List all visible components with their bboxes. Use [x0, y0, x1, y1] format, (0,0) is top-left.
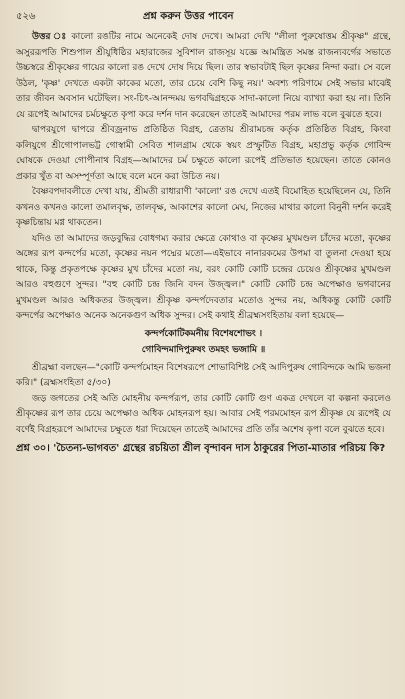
paragraph-6: জড় জগতের সেই অতি মোহনীয় কন্দর্পরূপ, তার কোটি কোটি গুণ একত্র দেখলে বা কল্পনা করলেও শ্রীকৃষ্ণের রূপ তার চেয়ে অপেক্ষাও অধিক মোহনরূপ হয়। আবার সেই পরমমোহন রূপ শ্রীকৃষ্ণ যে রূপেই যে বর্ণেই বিগ্রহরূপে আমাদের চক্ষুতে ধরা দিয়েছেন তাতেই আমাদের প্রতি তাঁর অশেষ কৃপা বলে বুঝতে হবে। [16, 393, 391, 435]
paragraph-3: বৈষ্ণবপদাবলীতে দেখা যায়, শ্রীমতী রাধারাণী 'কালো' রঙ দেখে এতই বিমোহিত হয়েছিলেন যে, তিনি কখনও কখনও কালো তমালবৃক্ষ, তালবৃক্ষ, আকাশের কালো মেঘ, নিজের মাথার কালো বিনুনী দর্শন করেই কৃষ্ণচিন্তায় মগ্ন থাকতেন। [16, 187, 391, 228]
paragraph-5: শ্রীব্রহ্মা বলছেন—"কোটি কন্দর্পমোহন বিশেষরূপে শোভাবিশিষ্ট সেই আদিপুরুষ গোবিন্দকে আমি ভজনা করি।" (ব্রহ্মসংহিতা ৫/৩০) [16, 362, 392, 388]
next-question: প্রশ্ন ৩০। 'চৈতন্য-ভাগবত' গ্রন্থের রচয়িতা শ্রীল বৃন্দাবন দাস ঠাকুরের পিতা-মাতার পরিচয় কি? [16, 443, 386, 454]
page-header [16, 10, 391, 24]
verse-line-1: কন্দর্পকোটিকমনীয় বিশেষশোভং । [144, 328, 263, 339]
page-number: ৫২৬ [16, 11, 36, 22]
paragraph-1-text: কালো রঙটির নামে অনেকেই দোষ দেখে। আমরা দেখি "লীলা পুরুষোত্তম শ্রীকৃষ্ণ" গ্রন্থে, অসুররূপতি শিশুপাল শ্রীযুধিষ্ঠির মহারাজের সুবিশাল রাজসূয় যজ্ঞে আমন্ত্রিত সমস্ত রাজন্যবর্গের সভাতে উচ্চস্বরে শ্রীকৃষ্ণের গায়ের কালো রঙ দেখে দোষ দিয়ে ছিল। তার স্বভাবটাই ছিল কৃষ্ণের নিন্দা করা। সে বলে উঠল, 'কৃষ্ণ' দেখতে একটা কাকের মতো, তার চেয়ে বেশি কিছু নয়।' অবশ্য পরিণামে সেই সভার মাঝেই তার জীবন অবসান ঘটেছিল। সং-চিৎ-আনন্দময় ভগবদ্বিগ্রহকে সাদা-কালো নিয়ে ব্যাখ্যা করা হয় না। তিনি যে রূপেই আমাদের চর্মচক্ষুতে কৃপা করে দর্শন দান করেছেন তাতেই আমাদের পরম লাভ বলে বুঝতে হবে। [16, 32, 392, 120]
answer-label: উত্তর ঃ [32, 32, 68, 42]
paragraph-2: দ্বাপরযুগে দ্বাপরে শ্রীবজ্রনাভ প্রতিষ্ঠিত বিগ্রহ, ত্রেতায় শ্রীরামচন্দ্র কর্তৃক প্রতিষ্ঠিত বিগ্রহ, কিংবা কলিযুগে শ্রীগোপালভট্ট গোস্বামী সেবিত শালগ্রাম থেকে স্বয়ং প্রস্ফুটিত বিগ্রহ, মহাপ্রভু কর্তৃক গোবিন্দ ঘোষকে দেওয়া গোপীনাথ বিগ্রহ—আমাদের চর্ম চক্ষুতে কালো রূপেই প্রতিভাত হয়েছেন। তাতে কোনও প্রকার খুঁত বা অসম্পূর্ণতা আছে বলে মনে করা উচিত নয়। [16, 125, 391, 182]
verse-line-2: গোবিন্দমাদিপুরুষং তমহং ভজামি ॥ [141, 344, 266, 355]
sanskrit-verse [16, 326, 391, 358]
paragraph-4: যদিও তা আমাদের জড়বুদ্ধির বোধগম্য করার ক্ষেত্রে কোথাও বা কৃষ্ণের মুখমণ্ডল চাঁদের মতো, কৃষ্ণের অঙ্গের রূপ কন্দর্পের মতো, কৃষ্ণের নয়ন পদ্মের মতো—এইভাবে নানারকমের উপমা বা তুলনা দেওয়া হয়ে থাকে, কিন্তু প্রকৃতপক্ষে কৃষ্ণের মুখ চাঁদের মতো নয়, বরং কোটি কোটি চন্দ্রের চেয়েও শ্রীকৃষ্ণের মুখমণ্ডল আরও বহুগুণে সুন্দর। "বহু কোটি চন্দ্র জিনি বদন উজ্জ্বল।" কোটি কোটি চন্দ্র অপেক্ষাও ভগবানের মুখমণ্ডল আরও অধিকতর উজ্জ্বল। শ্রীকৃষ্ণ কন্দর্পদেবতার মতোও সুন্দর নয়, অধিকন্তু কোটি কোটি কন্দর্পের অপেক্ষাও অনেক অনেকগুণ অধিক সুন্দর। সেই কথাই শ্রীব্রহ্মসংহিতায় বলা হয়েছে— [16, 233, 391, 321]
answer-paragraph [16, 30, 391, 123]
running-title: প্রশ্ন করুন উত্তর পাবেন [142, 11, 234, 22]
